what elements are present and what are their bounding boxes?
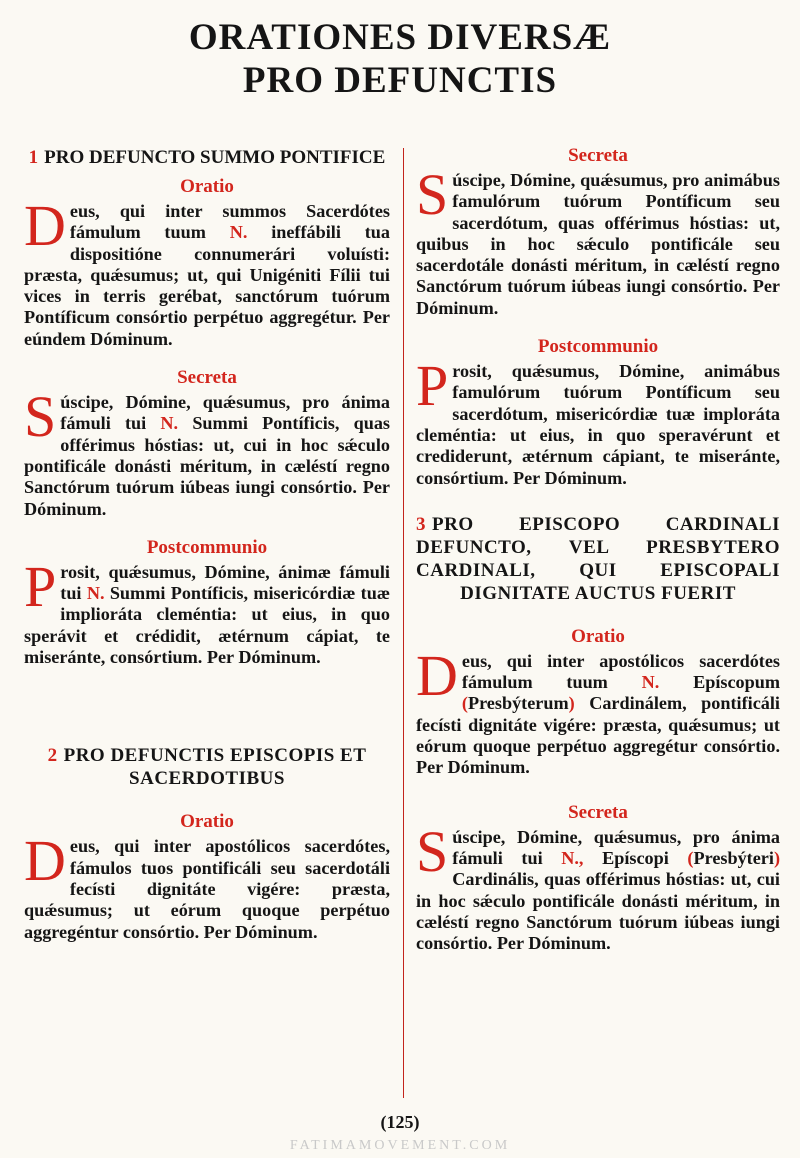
n-mark: N. [229,222,248,243]
section-3-secreta-label: Secreta [568,801,628,823]
text-run: Cardinális, quas offérimus hóstias: ut, cui in hoc sǽculo pontificále donásti méritum, in cæléstí regno Sanctórum tuórum iúbeas iungi consórtio. Per Dóminum. [416,869,780,954]
section-2-secreta-text [416,162,780,319]
section-3-oratio-text [416,642,780,779]
drop-cap: S [24,384,57,450]
section-2-title: PRO DEFUNCTIS EPISCOPIS ET SACERDOTIBUS [63,745,367,790]
section-3-title: PRO EPISCOPO CARDINALI DEFUNCTO, VEL PRESBYTERO CARDINALI, QUI EPISCOPALI DIGNITATE AUCTUS FUERIT [416,513,780,604]
watermark: FATIMAMOVEMENT.COM [289,1138,511,1153]
page-title-line-1: ORATIONES DIVERSÆ [188,17,612,58]
section-3-secreta-text [416,818,780,955]
text-run: Cardinálem, pontificáli fecísti dignitáte vigére: præsta, quǽsumus; ut eórum quoque perpétuo aggregétur consórtio. Per Dóminum. [416,693,780,778]
n-mark: N. [641,672,660,693]
section-2-heading [24,744,390,790]
paren-open: ( [461,693,468,714]
section-1-title: PRO DEFUNCTO SUMMO PONTIFICE [44,147,386,168]
section-1-postcommunio-label: Postcommunio [146,536,268,558]
text-run: rosit, quǽsumus, Dómine, animábus famulórum tuórum Pontíficum seu sacerdótum, misericórdiæ tuæ imploráta cleméntia: ut eius, in quo speravérunt et crediderunt, ætérnum cápiant, te miseránte, consórtium. Per Dóminum. [416,361,780,488]
text-run: Summi Pontíficis, misericórdiæ tuæ implioráta cleméntia: ut eius, in quo sperávit et crédidit, ætérnum cápiat, te miseránte, consórtium. Per Dóminum. [24,583,390,668]
n-mark: N. [160,413,179,434]
paren-close: ) [568,693,575,714]
drop-cap: D [416,642,458,708]
text-run: Epíscopum [659,672,780,693]
text-run: Summi Pontíficis, quas offérimus hóstias: ut, cui in hoc sǽculo pontificále donásti méritum, in cæléstí regno Sanctórum tuórum iúbeas iungi consórtio. Per Dóminum. [24,413,390,519]
section-1-oratio-label: Oratio [180,176,234,197]
drop-cap: D [24,193,66,258]
section-1-secreta-text [24,384,390,520]
n-mark: N. [86,583,105,604]
text-run: úscipe, Dómine, quǽsumus, pro ánima fámuli tui [452,826,780,868]
drop-cap: S [416,818,449,884]
left-column [24,140,390,943]
drop-cap: D [24,828,66,894]
section-3-oratio-label: Oratio [571,625,625,647]
section-1-secreta-label: Secreta [177,367,237,389]
drop-cap: S [416,162,449,227]
section-2-postcommunio-label: Postcommunio [537,336,659,358]
section-2-oratio-label: Oratio [180,811,234,833]
text-run: eus, qui inter summos Sacerdótes fámulum tuum [69,201,390,243]
section-2-postcommunio-text [416,353,780,489]
column-divider [403,148,404,1098]
n-mark: N., [561,847,584,868]
section-2-oratio-text [24,828,390,942]
text-run: Epíscopi [583,847,688,868]
page-number: (125) [380,1112,420,1132]
paren-close: ) [773,847,780,868]
text-run: úscipe, Dómine, quǽsumus, pro ánima fámuli tui [60,392,390,434]
section-1-number: 1 [28,147,39,168]
text-run: úscipe, Dómine, quǽsumus, pro animábus famulórum tuórum Pontíficum seu sacerdótum, quas offérimus hóstias: ut, quibus in hoc sǽculo pontificále seu sacerdotále donásti méritum, in cæléstí regno Sanctórum tuórum iúbeas iungi consórtio. Per Dóminum. [416,170,780,318]
section-2-secreta-label: Secreta [568,145,628,166]
section-1-heading [24,146,390,169]
text-run: rosit, quǽsumus, Dómine, ánimæ fámuli tui [60,561,390,604]
paren-open: ( [687,847,694,868]
text-run: eus, qui inter apostólicos sacerdótes fámulum tuum [461,650,780,693]
page-title-line-2: PRO DEFUNCTIS [242,60,558,101]
text-run: Presbýterum [467,693,569,714]
section-3-number: 3 [416,513,426,535]
text-run: eus, qui inter apostólicos sacerdótes, fámulos tuos pontificáli seu sacerdotáli fecísti dignitáte vigére: præsta, quǽsumus; ut eórum quoque perpétuo aggregéntur consórtio. Per Dóminum. [24,836,390,942]
text-run: ineffábili tua dispositióne connumerári voluísti: præsta, quǽsumus; ut, qui Unigéniti Fílii tui vices in terris gerébat, sanctórum tuórum Pontíficum consórtio perpétuo aggregétur. Per eúndem Dóminum. [24,222,390,349]
text-run: Presbýteri [693,847,774,868]
page-title [0,16,800,102]
section-3-heading [416,513,780,605]
section-1-postcommunio-text [24,553,390,668]
section-1-oratio-text [24,193,390,350]
right-column [416,140,780,954]
drop-cap: P [24,553,57,619]
section-2-number: 2 [47,745,58,767]
drop-cap: P [416,353,449,419]
